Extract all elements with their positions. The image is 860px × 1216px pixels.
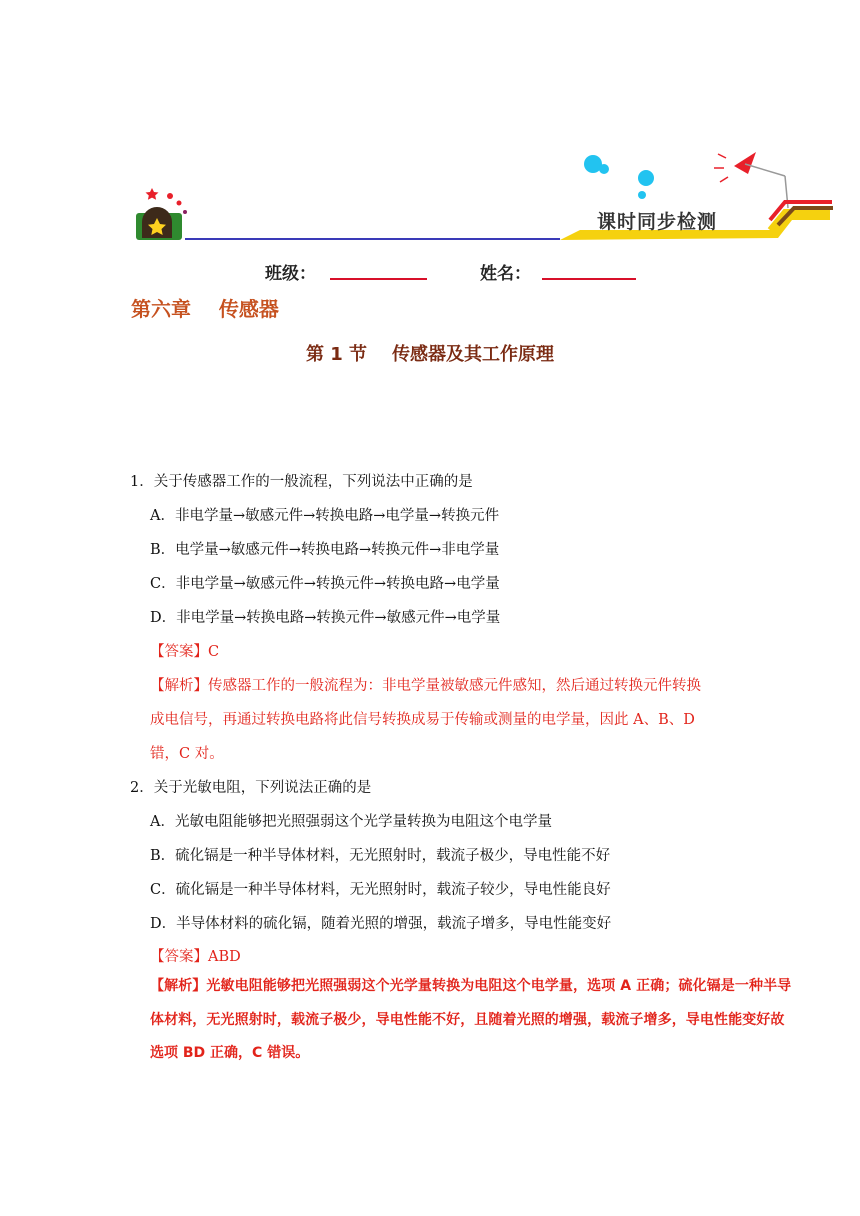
question-1-option-d: D．非电学量→转换电路→转换元件→敏感元件→电学量: [150, 610, 501, 626]
name-field[interactable]: [542, 278, 636, 280]
rocket-icon: [714, 152, 788, 208]
question-2-stem: 2．关于光敏电阻，下列说法正确的是: [130, 780, 372, 796]
question-2-analysis-line-1: 【解析】光敏电阻能够把光照强弱这个光学量转换为电阻这个电学量，选项 A 正确；硫化镉是一种半导: [150, 978, 792, 994]
question-1-analysis-line-3: 错，C 对。: [150, 746, 224, 762]
section-title: 第 1 节 传感器及其工作原理: [305, 344, 555, 365]
question-1-option-c: C．非电学量→敏感元件→转换元件→转换电路→电学量: [150, 576, 500, 592]
question-2-answer: 【答案】ABD: [150, 949, 241, 965]
name-label: 姓名：: [480, 264, 531, 284]
question-1-stem: 1．关于传感器工作的一般流程，下列说法中正确的是: [130, 474, 473, 490]
star-badge-icon: [136, 188, 187, 240]
banner-title: 课时同步检测: [597, 211, 718, 233]
question-2-analysis-line-3: 选项 BD 正确，C 错误。: [150, 1045, 310, 1061]
header-banner: [130, 150, 835, 250]
class-field[interactable]: [330, 278, 427, 280]
question-1-analysis-line-2: 成电信号，再通过转换电路将此信号转换成易于传输或测量的电学量，因此 A、B、D: [150, 712, 695, 728]
question-1-option-b: B．电学量→敏感元件→转换电路→转换元件→非电学量: [150, 542, 500, 558]
question-1-answer: 【答案】C: [150, 644, 220, 660]
question-1-option-a: A．非电学量→敏感元件→转换电路→电学量→转换元件: [150, 508, 500, 524]
question-2-analysis-line-2: 体材料，无光照射时，载流子极少，导电性能不好，且随着光照的增强，载流子增多，导电性能变好故: [150, 1012, 785, 1028]
question-2-option-b: B．硫化镉是一种半导体材料，无光照射时，载流子极少，导电性能不好: [150, 848, 611, 864]
chapter-title: 第六章 传感器: [131, 297, 279, 321]
class-label: 班级：: [265, 264, 316, 284]
question-1-analysis-line-1: 【解析】传感器工作的一般流程为：非电学量被敏感元件感知，然后通过转换元件转换: [150, 678, 701, 694]
question-2-option-d: D．半导体材料的硫化镉，随着光照的增强，载流子增多，导电性能变好: [150, 916, 612, 932]
question-2-option-c: C．硫化镉是一种半导体材料，无光照射时，载流子较少，导电性能良好: [150, 882, 611, 898]
question-2-option-a: A．光敏电阻能够把光照强弱这个光学量转换为电阻这个电学量: [150, 814, 552, 830]
